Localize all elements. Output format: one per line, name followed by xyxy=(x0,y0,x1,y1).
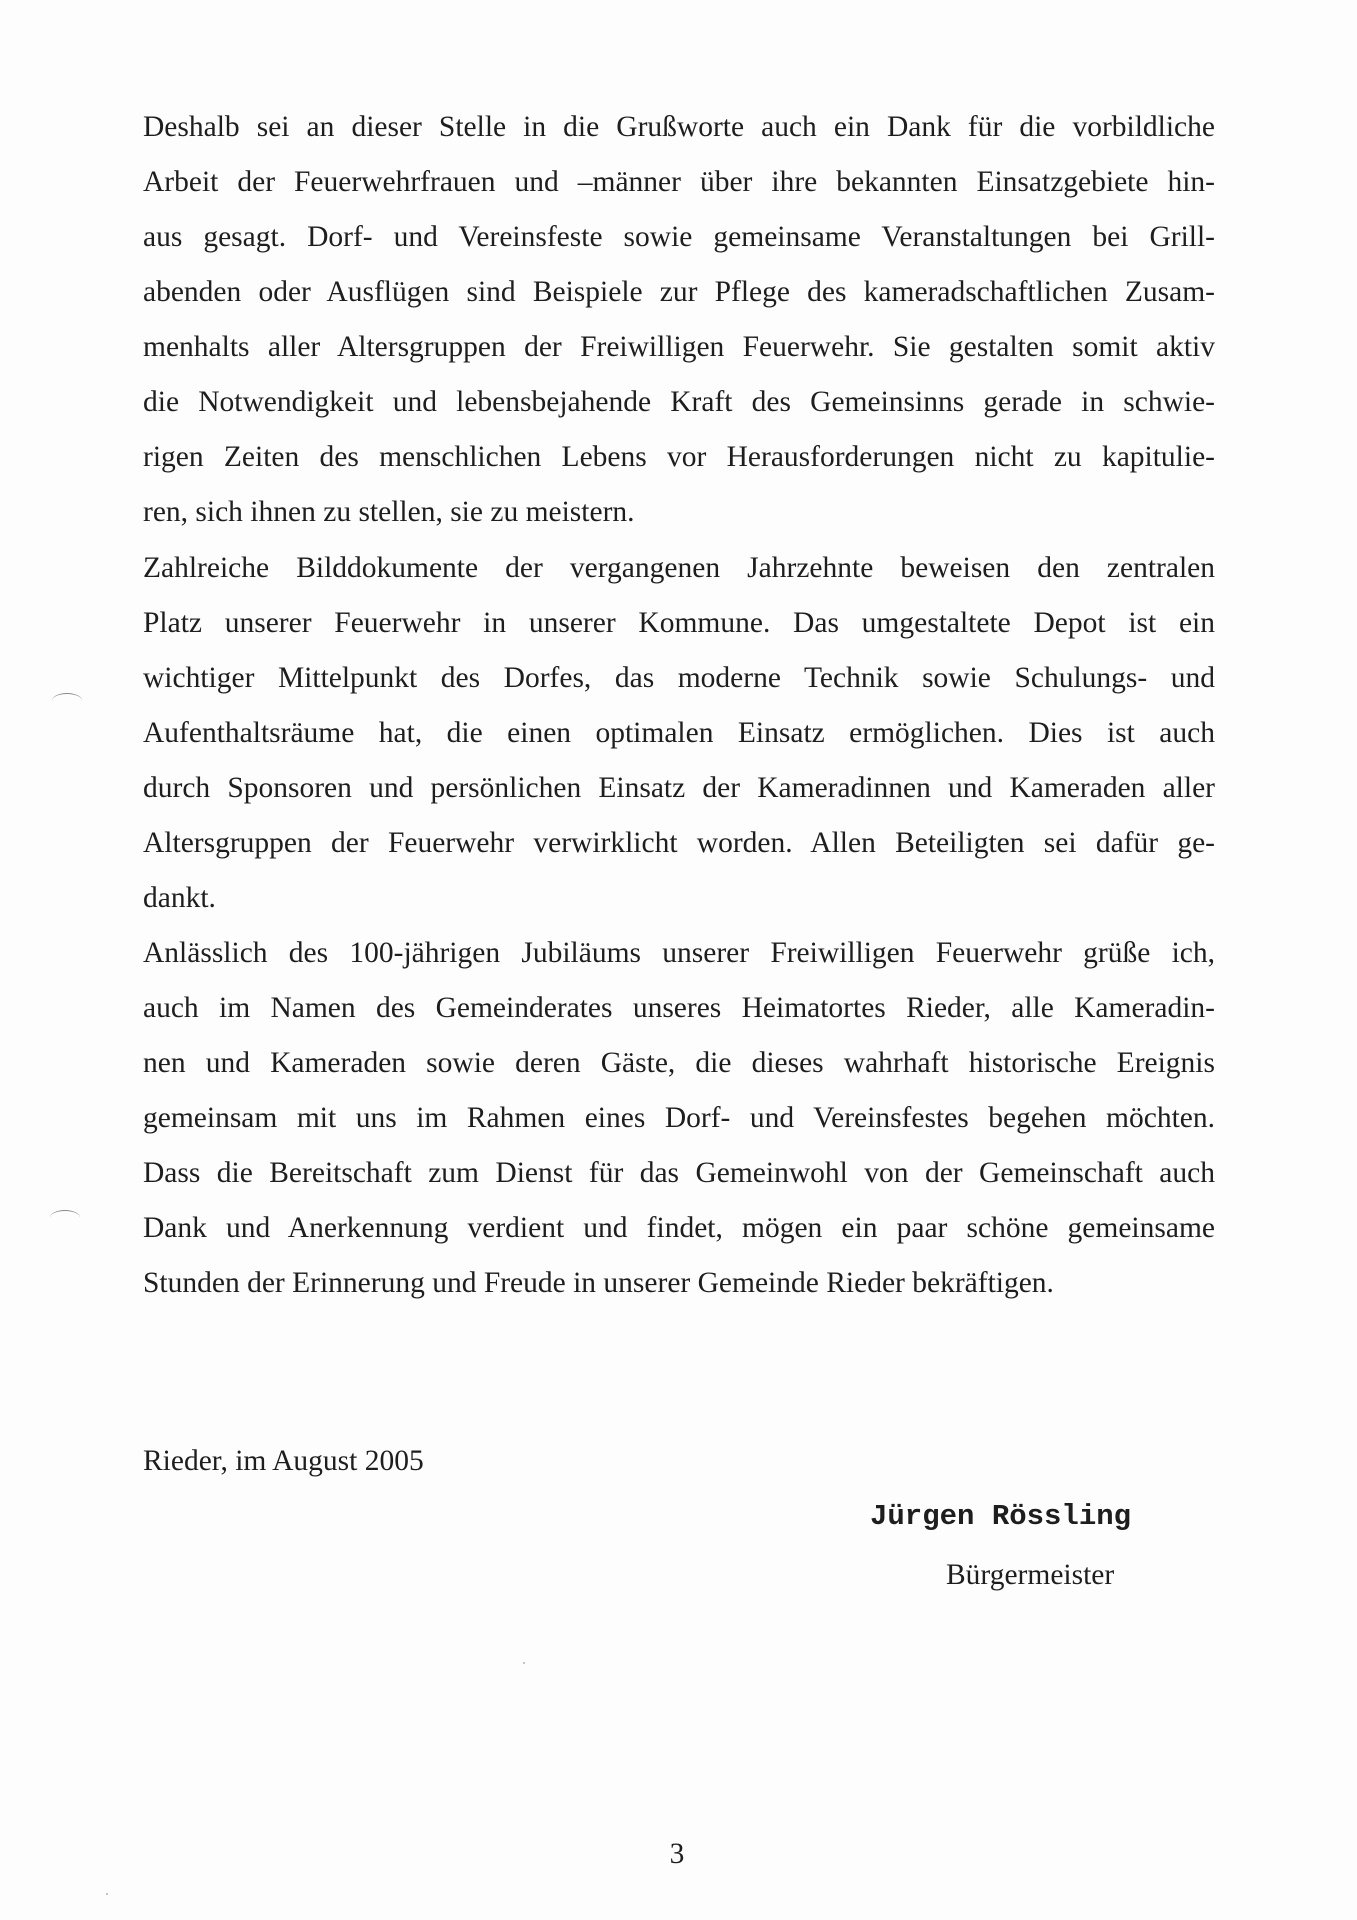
text-line: Stunden der Erinnerung und Freude in unserer Gemeinde Rieder bekräftigen. xyxy=(143,1267,1054,1299)
text-line: Arbeit der Feuerwehrfrauen und –männer über ihre bekannten Einsatzgebiete hin- xyxy=(143,166,1215,198)
text-line: die Notwendigkeit und lebensbejahende Kraft des Gemeinsinns gerade in schwie- xyxy=(143,386,1215,418)
text-line: Platz unserer Feuerwehr in unserer Kommune. Das umgestaltete Depot ist ein xyxy=(143,607,1215,639)
text-line: nen und Kameraden sowie deren Gäste, die dieses wahrhaft historische Ereignis xyxy=(143,1047,1215,1079)
punch-hole-mark xyxy=(50,1210,80,1225)
text-line: auch im Namen des Gemeinderates unseres Heimatortes Rieder, alle Kameradin- xyxy=(143,992,1215,1024)
text-line: Aufenthaltsräume hat, die einen optimalen Einsatz ermöglichen. Dies ist auch xyxy=(143,717,1215,749)
text-line: gemeinsam mit uns im Rahmen eines Dorf- und Vereinsfestes begehen möchten. xyxy=(143,1102,1215,1134)
signature-name: Jürgen Rössling xyxy=(870,1500,1132,1533)
text-line: Dank und Anerkennung verdient und findet, mögen ein paar schöne gemeinsame xyxy=(143,1212,1215,1244)
text-line: aus gesagt. Dorf- und Vereinsfeste sowie gemeinsame Veranstaltungen bei Grill- xyxy=(143,221,1215,253)
page-number: 3 xyxy=(669,1838,685,1870)
text-line: Zahlreiche Bilddokumente der vergangenen Jahrzehnte beweisen den zentralen xyxy=(143,552,1215,584)
text-line: dankt. xyxy=(143,882,216,914)
signature-title: Bürgermeister xyxy=(946,1559,1115,1591)
text-line: Deshalb sei an dieser Stelle in die Grußworte auch ein Dank für die vorbildliche xyxy=(143,111,1215,143)
text-line: abenden oder Ausflügen sind Beispiele zur Pflege des kameradschaftlichen Zusam- xyxy=(143,276,1215,308)
punch-hole-mark xyxy=(52,693,82,708)
scan-speck xyxy=(523,1662,525,1664)
text-line: Dass die Bereitschaft zum Dienst für das Gemeinwohl von der Gemeinschaft auch xyxy=(143,1157,1215,1189)
text-line: Altersgruppen der Feuerwehr verwirklicht worden. Allen Beteiligten sei dafür ge- xyxy=(143,827,1215,859)
place-date: Rieder, im August 2005 xyxy=(143,1445,424,1477)
text-line: Anlässlich des 100-jährigen Jubiläums unserer Freiwilligen Feuerwehr grüße ich, xyxy=(143,937,1215,969)
text-line: rigen Zeiten des menschlichen Lebens vor Herausforderungen nicht zu kapitulie- xyxy=(143,441,1215,473)
text-line: wichtiger Mittelpunkt des Dorfes, das moderne Technik sowie Schulungs- und xyxy=(143,662,1215,694)
text-line: durch Sponsoren und persönlichen Einsatz der Kameradinnen und Kameraden aller xyxy=(143,772,1215,804)
text-line: ren, sich ihnen zu stellen, sie zu meistern. xyxy=(143,496,635,528)
scan-speck xyxy=(106,1893,108,1895)
text-line: menhalts aller Altersgruppen der Freiwilligen Feuerwehr. Sie gestalten somit aktiv xyxy=(143,331,1215,363)
